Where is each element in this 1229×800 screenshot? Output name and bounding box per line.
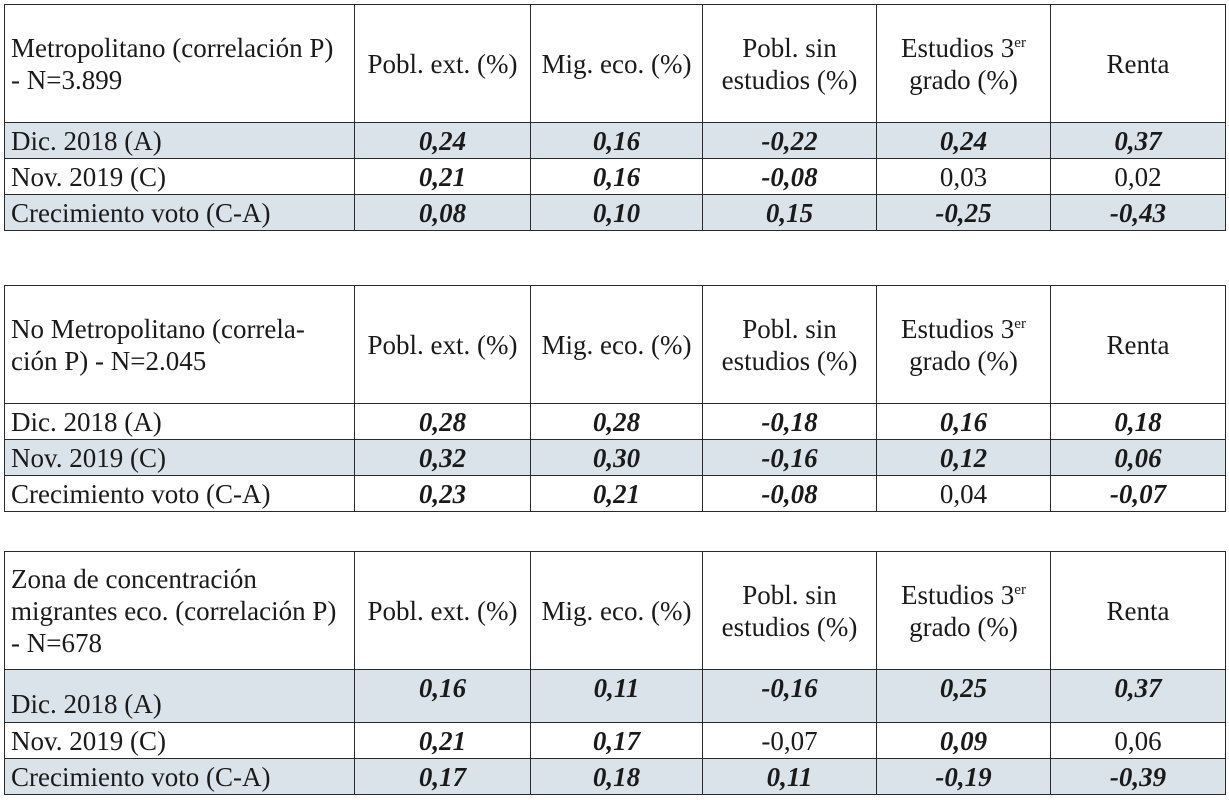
value-cell: 0,02 <box>1051 159 1226 195</box>
row-label: Nov. 2019 (C) <box>5 159 355 195</box>
header-pobl-ext: Pobl. ext. (%) <box>355 552 531 670</box>
value-cell: -0,16 <box>703 670 877 723</box>
row-label: Dic. 2018 (A) <box>5 404 355 440</box>
table-row <box>5 123 1226 159</box>
value-cell: -0,08 <box>703 159 877 195</box>
table-row <box>5 723 1226 759</box>
table-header-row <box>5 286 1226 404</box>
table-title: Zona de concentración migrantes eco. (correlación P) - N=678 <box>5 552 355 670</box>
table-row <box>5 440 1226 476</box>
value-cell: 0,18 <box>531 759 703 795</box>
value-cell: 0,21 <box>355 723 531 759</box>
value-cell: 0,10 <box>531 195 703 231</box>
value-cell: 0,28 <box>355 404 531 440</box>
value-cell: 0,17 <box>355 759 531 795</box>
header-estudios-3-post: grado (%) <box>909 345 1018 376</box>
value-cell: 0,30 <box>531 440 703 476</box>
value-cell: -0,08 <box>703 476 877 512</box>
header-estudios-3-pre: Estudios 3 <box>901 313 1015 344</box>
value-cell: 0,06 <box>1051 723 1226 759</box>
value-cell: 0,25 <box>877 670 1051 723</box>
value-cell: 0,11 <box>703 759 877 795</box>
value-cell: 0,16 <box>355 670 531 723</box>
value-cell: -0,19 <box>877 759 1051 795</box>
table-header-row <box>5 5 1226 123</box>
value-cell: 0,17 <box>531 723 703 759</box>
no-metropolitano-table <box>4 285 1226 512</box>
header-pobl-ext: Pobl. ext. (%) <box>355 5 531 123</box>
header-mig-eco: Mig. eco. (%) <box>531 552 703 670</box>
table-row <box>5 195 1226 231</box>
header-pobl-sin-estudios: Pobl. sin estudios (%) <box>703 286 877 404</box>
value-cell: 0,12 <box>877 440 1051 476</box>
table-row <box>5 159 1226 195</box>
header-estudios-3-sup: er <box>1014 315 1026 332</box>
value-cell: -0,39 <box>1051 759 1226 795</box>
value-cell: -0,22 <box>703 123 877 159</box>
value-cell: 0,04 <box>877 476 1051 512</box>
header-mig-eco: Mig. eco. (%) <box>531 286 703 404</box>
value-cell: -0,07 <box>1051 476 1226 512</box>
header-estudios-3-sup: er <box>1014 34 1026 51</box>
header-mig-eco: Mig. eco. (%) <box>531 5 703 123</box>
header-estudios-3-sup: er <box>1014 581 1026 598</box>
row-label: Crecimiento voto (C-A) <box>5 476 355 512</box>
header-estudios-3-post: grado (%) <box>909 64 1018 95</box>
value-cell: 0,37 <box>1051 123 1226 159</box>
value-cell: 0,16 <box>531 123 703 159</box>
value-cell: 0,06 <box>1051 440 1226 476</box>
value-cell: 0,16 <box>531 159 703 195</box>
table-title: Metropolitano (correlación P) - N=3.899 <box>5 5 355 123</box>
header-renta: Renta <box>1051 5 1226 123</box>
row-label: Dic. 2018 (A) <box>5 123 355 159</box>
header-estudios-3 <box>877 552 1051 670</box>
row-label: Nov. 2019 (C) <box>5 723 355 759</box>
value-cell: 0,37 <box>1051 670 1226 723</box>
value-cell: 0,03 <box>877 159 1051 195</box>
value-cell: 0,09 <box>877 723 1051 759</box>
row-label: Dic. 2018 (A) <box>5 670 355 723</box>
value-cell: 0,21 <box>531 476 703 512</box>
value-cell: -0,07 <box>703 723 877 759</box>
header-estudios-3-pre: Estudios 3 <box>901 579 1015 610</box>
header-pobl-ext: Pobl. ext. (%) <box>355 286 531 404</box>
value-cell: 0,11 <box>531 670 703 723</box>
value-cell: -0,18 <box>703 404 877 440</box>
value-cell: 0,18 <box>1051 404 1226 440</box>
header-pobl-sin-estudios: Pobl. sin estudios (%) <box>703 5 877 123</box>
value-cell: 0,24 <box>355 123 531 159</box>
value-cell: -0,25 <box>877 195 1051 231</box>
value-cell: 0,21 <box>355 159 531 195</box>
table-title: No Metropolitano (correla-ción P) - N=2.045 <box>5 286 355 404</box>
header-renta: Renta <box>1051 286 1226 404</box>
row-label: Nov. 2019 (C) <box>5 440 355 476</box>
row-label: Crecimiento voto (C-A) <box>5 195 355 231</box>
value-cell: 0,32 <box>355 440 531 476</box>
header-estudios-3 <box>877 286 1051 404</box>
metropolitano-table <box>4 4 1226 231</box>
value-cell: 0,08 <box>355 195 531 231</box>
value-cell: -0,16 <box>703 440 877 476</box>
row-label: Crecimiento voto (C-A) <box>5 759 355 795</box>
table-row <box>5 759 1226 795</box>
table-row <box>5 670 1226 723</box>
header-pobl-sin-estudios: Pobl. sin estudios (%) <box>703 552 877 670</box>
table-row <box>5 476 1226 512</box>
header-estudios-3-post: grado (%) <box>909 611 1018 642</box>
value-cell: 0,28 <box>531 404 703 440</box>
value-cell: 0,16 <box>877 404 1051 440</box>
value-cell: 0,24 <box>877 123 1051 159</box>
table-header-row <box>5 552 1226 670</box>
value-cell: -0,43 <box>1051 195 1226 231</box>
header-estudios-3 <box>877 5 1051 123</box>
zona-concentracion-table <box>4 551 1226 795</box>
table-row <box>5 404 1226 440</box>
header-renta: Renta <box>1051 552 1226 670</box>
value-cell: 0,23 <box>355 476 531 512</box>
header-estudios-3-pre: Estudios 3 <box>901 32 1015 63</box>
value-cell: 0,15 <box>703 195 877 231</box>
